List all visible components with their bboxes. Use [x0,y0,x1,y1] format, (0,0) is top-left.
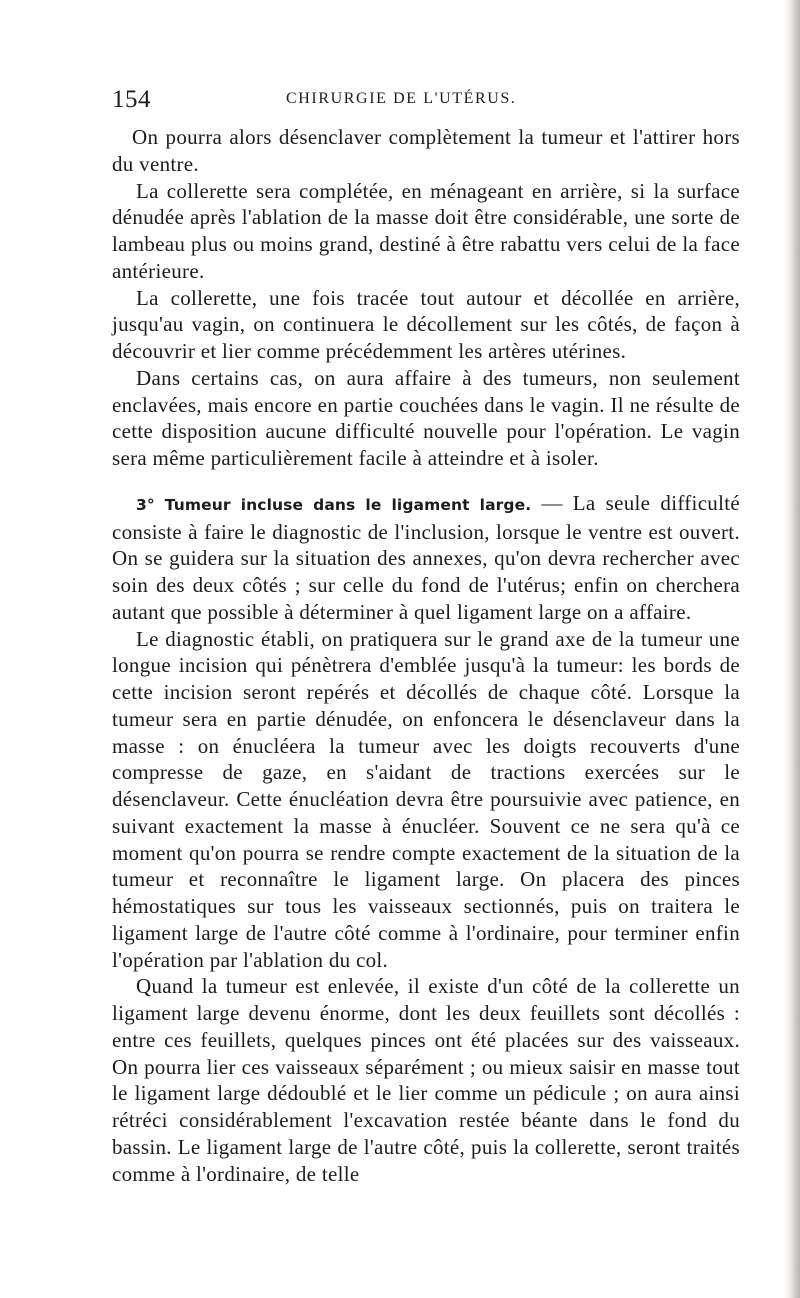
paragraph-6: Le diagnostic établi, on pratiquera sur le grand axe de la tumeur une longue incision qui pénètrera d'emblée jusqu'à la tumeur: les bords de cette incision seront repérés et décollés de chaque côté. Lorsque la tumeur sera en partie dénudée, on enfoncera le désenclaveur dans la masse : on énucléera la tumeur avec les doigts recouverts d'une compresse de gaze, en s'aidant de tractions exercées sur le désenclaveur. Cette énucléation devra être poursuivie avec patience, en suivant exactement la masse à énucléer. Souvent ce ne sera qu'à ce moment qu'on pourra se rendre compte exactement de la situation de la tumeur et reconnaître le ligament large. On placera des pinces hémostatiques sur tous les vaisseaux sectionnés, puis on traitera le ligament large de l'autre côté comme à l'ordinaire, pour terminer enfin l'opération par l'ablation du col. [112,626,740,972]
page-number: 154 [112,86,151,113]
paragraph-1: On pourra alors désenclaver complètement la tumeur et l'attirer hors du ventre. [112,125,740,176]
section-paragraph [112,490,740,626]
body-text [112,124,740,1187]
section-lead-text: — La seule difficulté consiste à faire le diagnostic de l'inclusion, lorsque le ventre est ouvert. On se guidera sur la situation des annexes, qu'on devra rechercher avec soin des deux côtés ; sur celle du fond de l'utérus; enfin on cherchera autant que possible à déterminer à quel ligament large on a affaire. [112,490,740,624]
paragraph-4: Dans certains cas, on aura affaire à des tumeurs, non seulement enclavées, mais encore en partie couchées dans le vagin. Il ne résulte de cette disposition aucune difficulté nouvelle pour l'opération. Le vagin sera même particulièrement facile à atteindre et à isoler. [112,365,740,470]
running-head: CHIRURGIE DE L'UTÉRUS. [286,90,517,107]
page-edge-shadow [784,0,800,1298]
page-header [112,86,740,116]
paragraph-3: La collerette, une fois tracée tout autour et décollée en arrière, jusqu'au vagin, on continuera le décollement sur les côtés, de façon à découvrir et lier comme précédemment les artères utérines. [112,285,740,363]
paragraph-2: La collerette sera complétée, en ménageant en arrière, si la surface dénudée après l'ablation de la masse doit être considérable, une sorte de lambeau plus ou moins grand, destiné à être rabattu vers celui de la face antérieure. [112,178,740,283]
paragraph-7: Quand la tumeur est enlevée, il existe d'un côté de la collerette un ligament large devenu énorme, dont les deux feuillets sont décollés : entre ces feuillets, quelques pinces ont été placées sur des vaisseaux. On pourra lier ces vaisseaux séparément ; ou mieux saisir en masse tout le ligament large dédoublé et le lier comme un pédicule ; on aura ainsi rétréci considérablement l'excavation restée béante dans le fond du bassin. Le ligament large de l'autre côté, puis la collerette, seront traités comme à l'ordinaire, de telle [112,974,740,1186]
section-title: 3° Tumeur incluse dans le ligament large. [136,495,532,514]
